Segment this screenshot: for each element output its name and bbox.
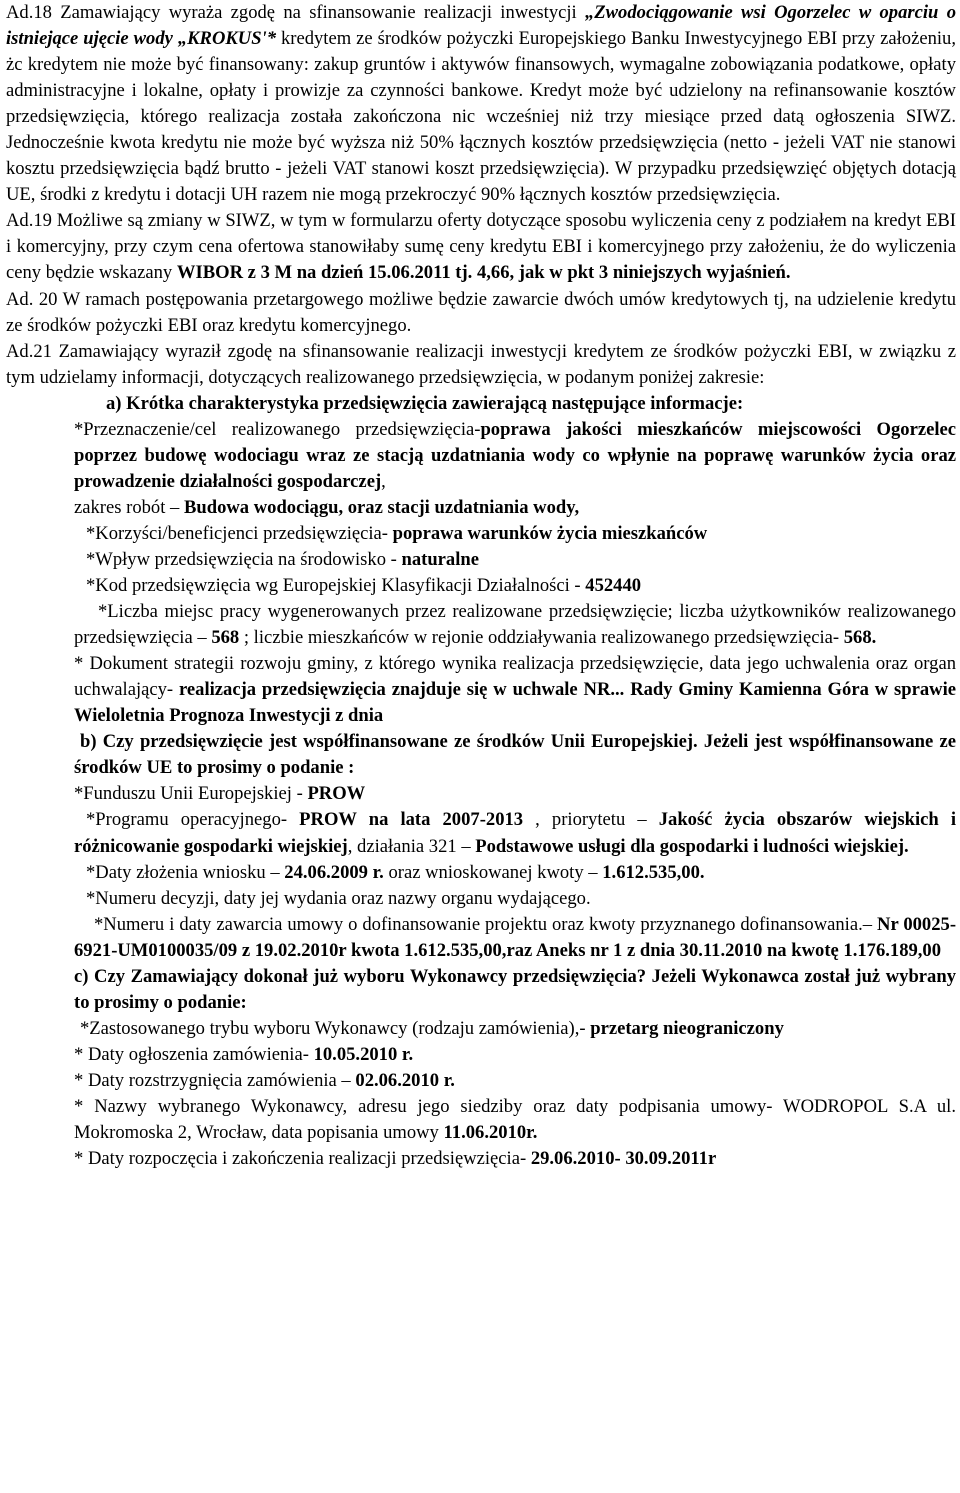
umowa-label: *Numeru i daty zawarcia umowy o dofinansowanie projektu oraz kwoty przyznanego dofinansowania.– xyxy=(94,913,878,935)
program-value-2: Jakość życia obszarów wiejskich i różnicowanie gospodarki wiejskiej xyxy=(74,809,956,857)
investment-title: „Zwodociągowanie wsi Ogorzelec w oparciu o istniejące ujęcie wody „KROKUS'* xyxy=(6,2,956,50)
paragraph-ad19 xyxy=(6,208,956,286)
dokument-value: realizacja przedsięwzięcia znajduje się w uchwale NR... Rady Gminy Kamienna Góra w sprawie Wieloletnia Prognoza Inwestycji z dnia xyxy=(74,679,956,727)
przeznaczenie-item xyxy=(6,417,956,495)
korzysci-label: *Korzyści/beneficjenci przedsięwzięcia- xyxy=(86,522,393,544)
program-text-2: , działania 321 – xyxy=(347,835,476,857)
daty-label: *Daty złożenia wniosku – xyxy=(86,861,285,883)
ad18-body: kredytem ze środków pożyczki Europejskiego Banku Inwestycyjnego EBI przy założeniu, żc kredytem nie może być finansowany: zakup gruntów i aktywów finansowych, wymagalne zobowiązania podatkowe, opłaty administracyjne i lokalne, opłaty i prowizje za czynności bankowe. Kredyt może być udzielony na refinansowanie kosztów przedsięwzięcia, którego realizacja została zakończona nic wcześniej niż trzy miesiące przed datą ogłoszenia SIWZ. Jednocześnie kwota kredytu nie może być wyższa niż 50% łącznych kosztów przedsięwzięcia (netto - jeżeli VAT nie stanowi kosztu przedsięwzięcia bądź brutto - jeżeli VAT stanowi koszt przedsięwzięcia). W przypadku przedsięwzięć objętych dotacją UE, środki z kredytu i dotacji UH razem nie mogą przekroczyć 90% łącznych kosztów przedsięwzięcia. xyxy=(6,28,956,206)
korzysci-item xyxy=(6,521,956,547)
zakres-value: Budowa wodociągu, oraz stacji uzdatniania wody, xyxy=(183,496,580,518)
program-value-3: Podstawowe usługi dla gospodarki i ludności wiejskiej. xyxy=(475,835,909,857)
program-label: *Programu operacyjnego- xyxy=(86,809,300,831)
fundusz-value: PROW xyxy=(307,783,366,805)
program-value-1: PROW na lata 2007-2013 xyxy=(299,809,524,831)
paragraph-ad20: Ad. 20 W ramach postępowania przetargowego możliwe będzie zawarcie dwóch umów kredytowych tj, na udzielenie kredytu ze środków pożyczki EBI oraz kredytu komercyjnego. xyxy=(6,288,956,336)
fundusz-label: *Funduszu Unii Europejskiej - xyxy=(74,783,308,805)
przeznaczenie-value: poprawa jakości mieszkańców miejscowości Ogorzelec poprzez budowę wodociagu wraz ze stacją uzdatniania wody co wpłynie na poprawę warunków życia oraz prowadzenie działalności gospodarczej xyxy=(74,418,957,492)
liczba-value-1: 568 xyxy=(211,627,240,649)
ad19-text: Ad.19 Możliwe są zmiany w SIWZ, w tym w formularzu oferty dotyczące sposobu wyliczenia ceny z podziałem na kredyt EBI i komercyjny, przy czym cena ofertowa stanowiłaby sumę ceny kredytu EBI i komercyjnego przy założeniu, że do wyliczenia ceny będzie wskazany xyxy=(6,210,956,284)
wykonawca-value: 11.06.2010r. xyxy=(443,1122,538,1144)
zakres-item xyxy=(6,495,956,521)
section-a-heading xyxy=(6,391,956,417)
program-text-1: , priorytetu – xyxy=(523,809,659,831)
daty-value-2: 1.612.535,00. xyxy=(602,861,705,883)
realizacja-label: * Daty rozpoczęcia i zakończenia realizacji przedsięwzięcia- xyxy=(74,1148,531,1170)
daty-text: oraz wnioskowanej kwoty – xyxy=(383,861,603,883)
decyzja-item: *Numeru decyzji, daty jej wydania oraz nazwy organu wydającego. xyxy=(86,887,591,909)
wplyw-label: *Wpływ przedsięwzięcia na środowisko - xyxy=(86,548,402,570)
fundusz-item xyxy=(6,781,956,807)
ogloszenie-value: 10.05.2010 r. xyxy=(313,1043,414,1065)
wykonawca-label: * Nazwy wybranego Wykonawcy, adresu jego siedziby oraz daty podpisania umowy- WODROPOL S.A ul. Mokromoska 2, Wrocław, data popisania umowy xyxy=(74,1095,956,1144)
kod-item xyxy=(6,573,956,599)
wplyw-item xyxy=(6,547,956,573)
liczba-item xyxy=(6,599,956,651)
kod-label: *Kod przedsięwzięcia wg Europejskiej Klasyfikacji Działalności - xyxy=(86,575,586,597)
korzysci-value: poprawa warunków życia mieszkańców xyxy=(392,522,708,544)
kod-value: 452440 xyxy=(585,575,642,597)
section-c-heading xyxy=(6,964,956,1016)
daty-item xyxy=(6,860,956,886)
paragraph-ad18 xyxy=(6,0,956,208)
paragraph-ad21: Ad.21 Zamawiający wyraził zgodę na sfinansowanie realizacji inwestycji kredytem ze środków pożyczki EBI, w związku z tym udzielamy informacji, dotyczących realizowanego przedsięwzięcia, w podanym poniżej zakresie: xyxy=(6,340,956,388)
liczba-text-2: ; liczbie mieszkańców w rejonie oddziaływania realizowanego przedsięwzięcia- xyxy=(239,627,844,649)
zakres-label: zakres robót – xyxy=(74,496,184,518)
tryb-item xyxy=(6,1016,956,1042)
section-a-heading-text: a) Krótka charakterystyka przedsięwzięcia zawierającą następujące informacje: xyxy=(106,392,744,414)
ogloszenie-item xyxy=(6,1042,956,1068)
section-b-heading-text: b) Czy przedsięwzięcie jest współfinansowane ze środków Unii Europejskiej. Jeżeli jest współfinansowane ze środków UE to prosimy o podanie : xyxy=(74,731,956,779)
program-item xyxy=(6,807,956,859)
wykonawca-item xyxy=(6,1094,956,1146)
realizacja-item xyxy=(6,1146,956,1172)
ogloszenie-label: * Daty ogłoszenia zamówienia- xyxy=(74,1043,314,1065)
przeznaczenie-label: *Przeznaczenie/cel realizowanego przedsięwzięcia- xyxy=(74,418,481,440)
liczba-value-2: 568. xyxy=(843,627,877,649)
dokument-item xyxy=(6,651,956,729)
tryb-value: przetarg nieograniczony xyxy=(590,1017,784,1039)
section-b-heading xyxy=(6,729,956,781)
ad18-intro: Ad.18 Zamawiający wyraża zgodę na sfinansowanie realizacji inwestycji xyxy=(6,2,585,23)
umowa-item xyxy=(6,912,956,964)
rozstrzygniecie-label: * Daty rozstrzygnięcia zamówienia – xyxy=(74,1069,356,1091)
przeznaczenie-end: , xyxy=(381,470,386,492)
umowa-value: Nr 00025-6921-UM0100035/09 z 19.02.2010r kwota 1.612.535,00,raz Aneks nr 1 z dnia 30.11.2010 na kwotę 1.176.189,00 xyxy=(74,913,957,961)
realizacja-value: 29.06.2010- 30.09.2011r xyxy=(530,1148,717,1170)
section-c-heading-text: c) Czy Zamawiający dokonał już wyboru Wykonawcy przedsięwzięcia? Jeżeli Wykonawca został już wybrany to prosimy o podanie: xyxy=(74,965,956,1013)
wplyw-value: naturalne xyxy=(401,548,479,570)
rozstrzygniecie-item xyxy=(6,1068,956,1094)
rozstrzygniecie-value: 02.06.2010 r. xyxy=(355,1069,455,1091)
tryb-label: *Zastosowanego trybu wyboru Wykonawcy (rodzaju zamówienia),- xyxy=(80,1017,591,1039)
liczba-text-1: *Liczba miejsc pracy wygenerowanych przez realizowane przedsięwzięcie; liczba użytkowników realizowanego przedsięwzięcia – xyxy=(74,601,956,649)
ad19-wibor: WIBOR z 3 M na dzień 15.06.2011 tj. 4,66, jak w pkt 3 niniejszych wyjaśnień. xyxy=(176,262,791,284)
dokument-label: * Dokument strategii rozwoju gminy, z którego wynika realizacja przedsięwzięcie, data jego uchwalenia oraz organ uchwalający- xyxy=(74,653,956,701)
daty-value-1: 24.06.2009 r. xyxy=(284,861,384,883)
